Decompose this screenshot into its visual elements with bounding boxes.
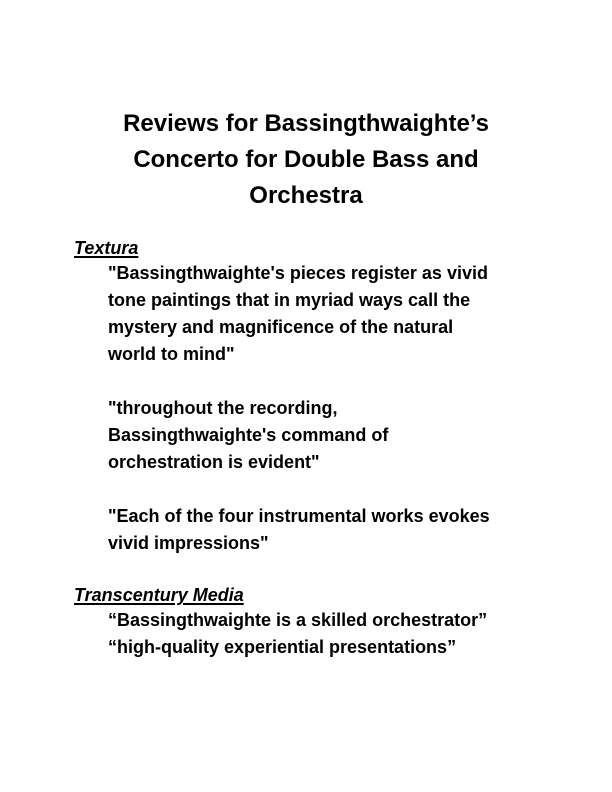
review-quote	[108, 395, 588, 476]
quote-line: “high-quality experiential presentations”	[108, 637, 457, 657]
review-source-transcentury-media: Transcentury Media	[74, 585, 244, 605]
quote-line: Bassingthwaighte's command of	[108, 425, 389, 445]
quote-line: “Bassingthwaighte is a skilled orchestrator”	[108, 610, 488, 630]
quote-line: orchestration is evident"	[108, 452, 320, 472]
review-quote	[108, 503, 588, 557]
title-line: Concerto for Double Bass and	[133, 146, 479, 173]
review-quote	[108, 260, 588, 368]
quote-line: tone paintings that in myriad ways call the	[108, 290, 471, 310]
quote-line: mystery and magnificence of the natural	[108, 317, 454, 337]
review-quote	[108, 607, 588, 661]
review-source-textura: Textura	[74, 238, 139, 258]
quote-line: "Bassingthwaighte's pieces register as vivid	[108, 263, 488, 283]
quote-line: world to mind"	[108, 344, 235, 364]
quote-line: "Each of the four instrumental works evokes	[108, 506, 490, 526]
page-title	[40, 106, 572, 214]
title-line: Orchestra	[249, 182, 363, 209]
quote-line: "throughout the recording,	[108, 398, 338, 418]
quote-line: vivid impressions"	[108, 533, 269, 553]
title-line: Reviews for Bassingthwaighte’s	[123, 110, 489, 137]
